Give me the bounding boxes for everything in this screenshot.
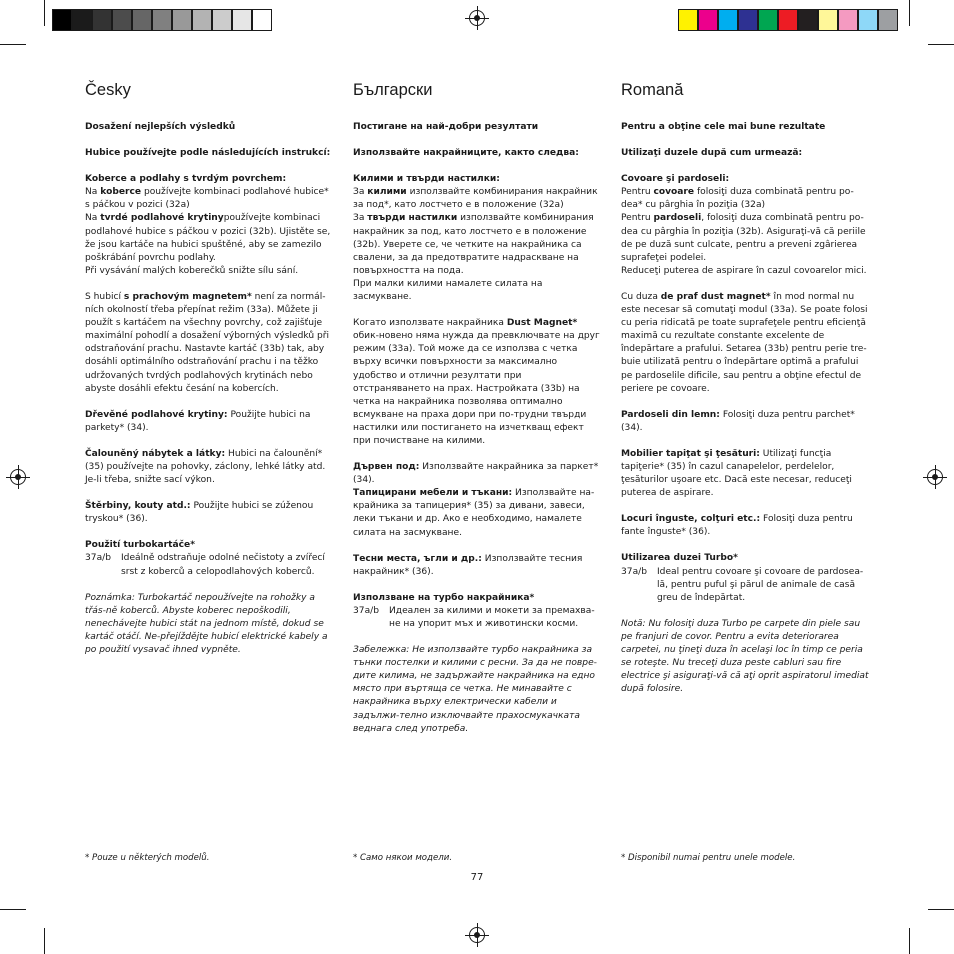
crop-mark: [44, 928, 45, 954]
color-swatch: [858, 9, 878, 31]
bulgarian-footnote: * Само някои модели.: [353, 853, 453, 863]
upholstery-paragraph: Тапицирани мебели и тъкани: Използвайте на-крайника за тапицерия* (35) за дивани, завеси, леки тъкани и др. Ако е необходимо, намалете силата на засмукване.: [353, 488, 595, 538]
gray-swatch: [92, 9, 112, 31]
romanian-column: [621, 80, 869, 696]
gray-swatch: [192, 9, 212, 31]
color-swatch: [818, 9, 838, 31]
upholstery-paragraph: Čalouněný nábytek a látky: Hubici na čalounění* (35) používejte na pohovky, záclony, lehké látky atd. Je-li třeba, snižte sací výkon.: [85, 448, 326, 486]
gray-swatch: [112, 9, 132, 31]
turbo-heading: Použití turbokartáče*: [85, 540, 195, 551]
color-swatch: [738, 9, 758, 31]
color-swatch: [778, 9, 798, 31]
hard-floors-paragraph: Na tvrdé podlahové krytinypoužívejte kombinaci podlahové hubice s páčkou v pozici (32b). Ujistěte se, že jsou kartáče na hubici spuštěné, aby se zamezilo poškrábání povrchu podlahy.: [85, 213, 331, 263]
gray-swatch: [52, 9, 72, 31]
carpets-heading: Koberce a podlahy s tvrdým povrchem:: [85, 174, 287, 185]
crop-mark: [44, 0, 45, 26]
section-title: Постигане на най-добри резултати: [353, 122, 539, 132]
color-swatch: [678, 9, 698, 31]
hard-floors-paragraph: За твърди настилки използвайте комбинирания накрайник за под, като лостчето е в положение (32b). Уверете се, че четките на накрайника са свалени, за да предотвратите надраскване на повърхността на пода.: [353, 213, 594, 276]
turbo-definition: 37a/b Идеален за килими и мокети за премахва-не на упорит мъх и животински косми.: [353, 605, 595, 629]
color-swatch: [798, 9, 818, 31]
gray-swatch: [232, 9, 252, 31]
color-swatch: [718, 9, 738, 31]
note-paragraph: Poznámka: Turbokartáč nepoužívejte na rohožky a třás-ně koberců. Abyste koberec nepoškodili, nenechávejte hubici stát na jednom místě, dokud se kartáč otáčí. Ne-přejíždějte hubicí elektrické kabely a po použití vysavač ihned vypněte.: [85, 592, 328, 655]
rugs-paragraph: При малки килими намалете силата на засмукване.: [353, 278, 543, 303]
hard-floors-paragraph: Pentru pardoseli, folosiţi duza combinată pentru po-dea cu pârghia în poziţia (32b). Asiguraţi-vă că periile de pe duză sunt culcate, pentru a preveni zgârierea suprafeţei podelei.: [621, 213, 866, 263]
carpets-heading: Covoare şi pardoseli:: [621, 174, 730, 185]
carpets-heading: Килими и твърди настилки:: [353, 174, 500, 185]
wood-floors-paragraph: Дървен под: Използвайте накрайника за паркет* (34).: [353, 462, 599, 486]
wood-floors-paragraph: Pardoseli din lemn: Folosiţi duza pentru parchet* (34).: [621, 409, 855, 433]
carpets-paragraph: Pentru covoare folosiţi duza combinată pentru po-dea* cu pârghia în poziţia (32a): [621, 187, 854, 211]
section-title: Dosažení nejlepších výsledků: [85, 122, 236, 132]
crevice-paragraph: Locuri înguste, colţuri etc.: Folosiţi duza pentru fante înguste* (36).: [621, 514, 853, 538]
page-number: 77: [470, 872, 484, 883]
gray-swatch: [152, 9, 172, 31]
dust-magnet-paragraph: Когато използвате накрайника Dust Magnet* обик-новено няма нужда да превключвате на друг режим (33a). Той може да се използва с четка върху всички повърхности за максимално удобство и отлични резултати при отстраняването на прах. Настройката (33b) на четка на накрайника позволява оптимално всмукване на праха дори при по-трудни твърди настилки или постигането на изчеткващ ефект при почистване на килими.: [353, 318, 600, 446]
upholstery-paragraph: Mobilier tapiţat şi ţesături: Utilizaţi funcţia tapiţerie* (35) în cazul canapelelor, perdelelor, ţesăturilor uşoare etc. Dacă este necesar, reduceţi puterea de aspirare.: [621, 448, 852, 499]
dust-magnet-paragraph: S hubicí s prachovým magnetem* není za normál-ních okolností třeba přepínat režim (33a). Můžete ji použít s kartáčem na všechny povrchy, což zajišťuje maximální pohodlí a dosažení výborných výsledků při odstraňování prachu. Nastavte kartáč (33b) tak, aby dosáhli optimálního odstraňování prachu i na těžko udržovaných tvrdých podlahových krytinách nebo abyste dosáhli efektu česání na kobercích.: [85, 291, 330, 394]
crop-mark: [928, 44, 954, 45]
rugs-paragraph: Reduceţi puterea de aspirare în cazul covoarelor mici.: [621, 265, 867, 276]
crop-mark: [0, 909, 26, 910]
section-title: Pentru a obţine cele mai bune rezultate: [621, 122, 826, 132]
turbo-definition: 37a/b Ideal pentru covoare şi covoare de pardosea-lă, pentru puful şi părul de animale de casă greu de îndepărtat.: [621, 566, 864, 603]
wood-floors-paragraph: Dřevěné podlahové krytiny: Použijte hubici na parkety* (34).: [85, 409, 311, 433]
gray-swatch: [132, 9, 152, 31]
crop-mark: [0, 44, 26, 45]
bulgarian-heading: Български: [353, 81, 433, 99]
bulgarian-column: [353, 80, 601, 736]
romanian-heading: Romană: [621, 81, 684, 99]
czech-heading: Česky: [85, 81, 131, 99]
gray-swatch: [72, 9, 92, 31]
grayscale-calibration-bar: [52, 9, 272, 31]
gray-swatch: [172, 9, 192, 31]
rugs-paragraph: Při vysávání malých koberečků snižte sílu sání.: [85, 265, 299, 276]
intro-text: Utilizaţi duzele după cum urmează:: [621, 148, 803, 159]
romanian-footnote: * Disponibil numai pentru unele modele.: [621, 853, 796, 863]
turbo-heading: Utilizarea duzei Turbo*: [621, 553, 738, 564]
color-swatch: [878, 9, 898, 31]
intro-text: Hubice používejte podle následujících instrukcí:: [85, 148, 331, 159]
registration-mark-right-icon: [927, 469, 943, 485]
crop-mark: [909, 0, 910, 26]
crevice-paragraph: Štěrbiny, kouty atd.: Použijte hubici se zúženou tryskou* (36).: [85, 501, 314, 525]
turbo-heading: Използване на турбо накрайника*: [353, 592, 535, 603]
dust-magnet-paragraph: Cu duza de praf dust magnet* în mod normal nu este necesar să comutaţi modul (33a). Se poate folosi cu peria ridicată pe toate suprafeţele pentru eficienţă maximă cu rezultate constante excelente de îndepărtare a prafului. Setarea (33b) pentru perie tre-buie utilizată pentru o îndepărtare optimă a prafului pe pardoselile dificile, sau pentru a obţine efectul de periere pe covoare.: [621, 291, 868, 394]
carpets-paragraph: Na koberce používejte kombinaci podlahové hubice* s páčkou v pozici (32a): [85, 187, 329, 211]
registration-mark-bottom-icon: [469, 927, 485, 943]
czech-column: [85, 80, 333, 657]
carpets-paragraph: За килими използвайте комбинирания накрайник за под*, като лостчето е в положение (32a): [353, 187, 598, 211]
color-calibration-bar: [678, 9, 898, 31]
note-paragraph: Notă: Nu folosiţi duza Turbo pe carpete din piele sau pe franjuri de covor. Pentru a evita deteriorarea carpetei, nu ţineţi duza în acelaşi loc în timp ce peria se roteşte. Nu treceţi duza peste cabluri sau fire electrice şi asiguraţi-vă că aţi oprit aspiratorul imediat după folosire.: [621, 618, 869, 695]
color-swatch: [758, 9, 778, 31]
note-paragraph: Забележка: Не използвайте турбо накрайника за тънки постелки и килими с ресни. За да не повре-дите килима, не задържайте накрайника на едно място при въртяща се четка. Не минавайте с накрайника върху електрически кабели и задължи-телно изключвайте прахосмукачката веднага след употреба.: [353, 645, 597, 734]
crop-mark: [928, 909, 954, 910]
gray-swatch: [252, 9, 272, 31]
registration-mark-top-icon: [469, 10, 485, 26]
registration-mark-left-icon: [10, 469, 26, 485]
intro-text: Използвайте накрайниците, както следва:: [353, 148, 579, 159]
color-swatch: [838, 9, 858, 31]
czech-footnote: * Pouze u některých modelů.: [85, 853, 210, 863]
color-swatch: [698, 9, 718, 31]
gray-swatch: [212, 9, 232, 31]
crop-mark: [909, 928, 910, 954]
crevice-paragraph: Тесни места, ъгли и др.: Използвайте тесния накрайник* (36).: [353, 553, 583, 577]
turbo-definition: 37a/b Ideálně odstraňuje odolné nečistoty a zvířecí srst z koberců a celopodlahových koberců.: [85, 553, 325, 577]
